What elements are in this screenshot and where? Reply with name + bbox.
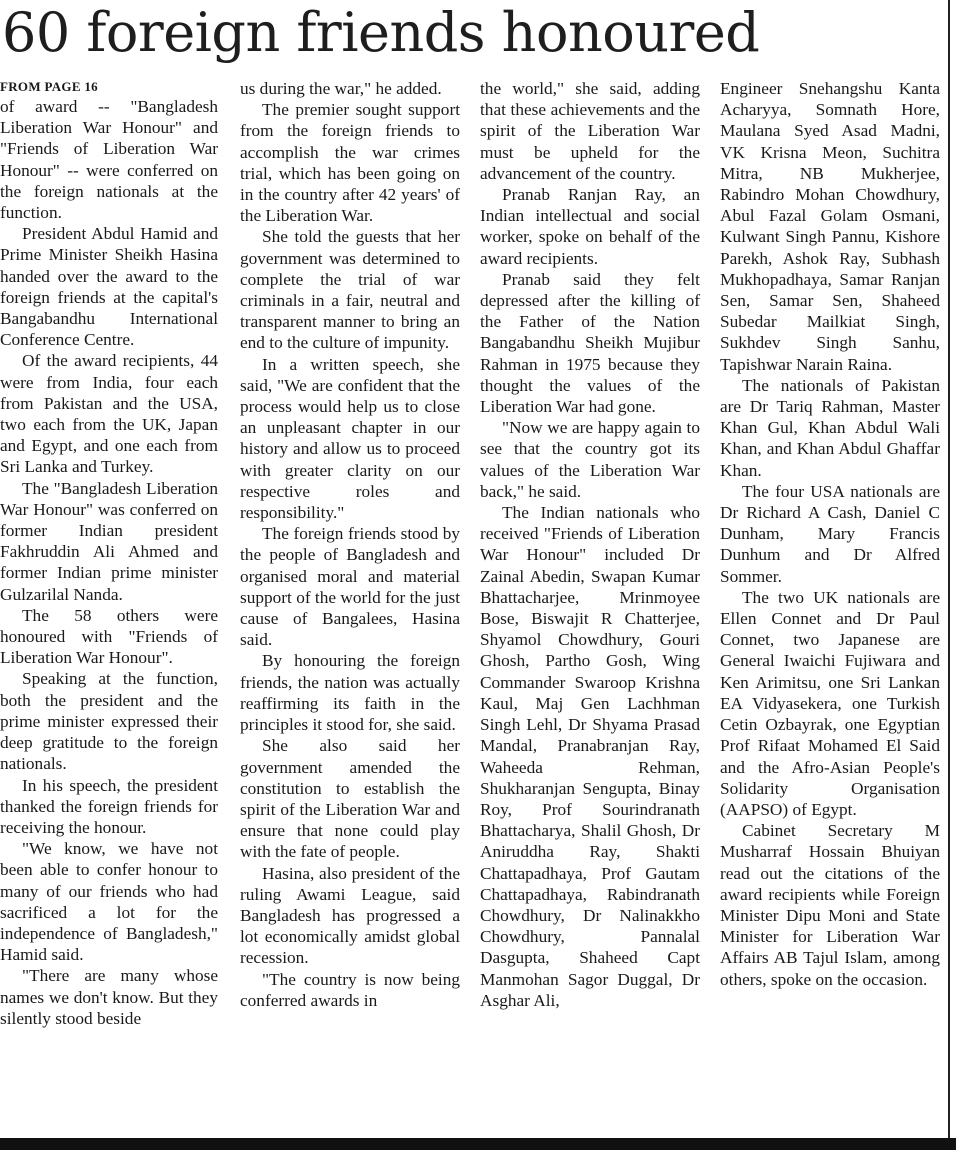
paragraph: Cabinet Secretary M Musharraf Hossain Bhuiyan read out the citations of the award recipients while Foreign Minister Dipu Moni and State Minister for Liberation War Affairs AB Tajul Islam, among others, spoke on the occasion. <box>720 821 940 989</box>
column-1-body <box>0 96 218 1029</box>
paragraph: The "Bangladesh Liberation War Honour" was conferred on former Indian president Fakhruddin Ali Ahmed and former Indian prime minister Gulzarilal Nanda. <box>0 478 218 604</box>
paragraph: Pranab said they felt depressed after the killing of the Father of the Nation Bangabandhu Sheikh Mujibur Rahman in 1975 because they thought the values of the Liberation War had gone. <box>480 269 700 417</box>
paragraph: the world," she said, adding that these achievements and the spirit of the Liberation War must be upheld for the advancement of the country. <box>480 79 700 183</box>
paragraph: The four USA nationals are Dr Richard A Cash, Daniel C Dunham, Mary Francis Dunhum and Dr Alfred Sommer. <box>720 481 940 586</box>
paragraph: In his speech, the president thanked the foreign friends for receiving the honour. <box>0 775 218 837</box>
from-page-label: FROM PAGE 16 <box>0 79 98 94</box>
paragraph: President Abdul Hamid and Prime Minister Sheikh Hasina handed over the award to the foreign friends at the capital's Bangabandhu International Conference Centre. <box>0 224 218 350</box>
paragraph: The nationals of Pakistan are Dr Tariq Rahman, Master Khan Gul, Khan Abdul Wali Khan, and Khan Abdul Ghaffar Khan. <box>720 375 940 480</box>
paragraph: "There are many whose names we don't know. But they silently stood beside <box>0 966 218 1028</box>
paragraph: Pranab Ranjan Ray, an Indian intellectual and social worker, spoke on behalf of the award recipients. <box>480 185 700 268</box>
paragraph: Engineer Snehangshu Kanta Acharyya, Somnath Hore, Maulana Syed Asad Madni, VK Krisna Meon, Suchitra Mitra, NB Mukherjee, Rabindro Mohan Chowdhury, Abul Fazal Golam Osmani, Kulwant Singh Pannu, Kishore Parekh, Ashok Ray, Subhash Mukhopadhaya, Samar Ranjan Sen, Samar Sen, Shaheed Subedar Mailkiat Singh, Sukhdev Singh Sanhu, Tapishwar Narain Raina. <box>720 79 940 374</box>
paragraph: The foreign friends stood by the people of Bangladesh and organised moral and material support of the world for the just cause of Bangalees, Hasina said. <box>240 524 460 650</box>
bottom-border <box>0 1138 956 1150</box>
article-column-1 <box>0 78 218 1138</box>
paragraph: "The country is now being conferred awards in <box>240 969 460 1010</box>
paragraph: "Now we are happy again to see that the country got its values of the Liberation War back," he said. <box>480 418 700 501</box>
column-3-body <box>480 78 700 1011</box>
paragraph: The premier sought support from the foreign friends to accomplish the war crimes trial, which has been going on in the country after 42 years' of the Liberation War. <box>240 100 460 226</box>
column-4-body <box>720 78 940 990</box>
paragraph: "We know, we have not been able to confer honour to many of our friends who had sacrificed a lot for the independence of Bangladesh," Hamid said. <box>0 839 218 965</box>
paragraph: Of the award recipients, 44 were from India, four each from Pakistan and the USA, two each from the UK, Japan and Egypt, and one each from Sri Lanka and Turkey. <box>0 351 218 477</box>
paragraph: Speaking at the function, both the president and the prime minister expressed their deep gratitude to the foreign nationals. <box>0 669 218 774</box>
paragraph: The Indian nationals who received "Friends of Liberation War Honour" included Dr Zainal Abedin, Swapan Kumar Bhattacharjee, Mrinmoyee Bose, Biswajit R Chatterjee, Shyamol Chowdhury, Gouri Ghosh, Partho Gosh, Wing Commander Swaroop Krishna Kaul, Maj Gen Lachhman Singh Lehl, Dr Shyama Prasad Mandal, Pranabranjan Ray, Waheeda Rehman, Shukharanjan Sengupta, Binay Roy, Prof Sourindranath Bhattacharya, Shalil Ghosh, Dr Aniruddha Ray, Shakti Chattapadhaya, Prof Gautam Chattapadhaya, Rabindranath Chowdhury, Dr Nalinakkho Chowdhury, Pannalal Dasgupta, Shaheed Capt Manmohan Sagor Duggal, Dr Asghar Ali, <box>480 503 700 1010</box>
article-column-4 <box>720 78 940 1138</box>
paragraph: The two UK nationals are Ellen Connet and Dr Paul Connet, two Japanese are General Iwaichi Fujiwara and Ken Arimitsu, one Sri Lankan EA Vidyasekera, one Turkish Cetin Ozbayrak, one Egyptian Prof Rifaat Mohamed El Said and the Afro-Asian People's Solidarity Organisation (AAPSO) of Egypt. <box>720 587 940 819</box>
headline: 60 foreign friends honoured <box>2 1 760 64</box>
article-column-2 <box>240 78 460 1138</box>
paragraph: In a written speech, she said, "We are confident that the process would help us to close an unpleasant chapter in our history and allow us to proceed with greater clarity on our respective roles and responsibility." <box>240 354 460 523</box>
paragraph: By honouring the foreign friends, the nation was actually reaffirming its faith in the principles it stood for, she said. <box>240 651 460 735</box>
paragraph: She told the guests that her government was determined to complete the trial of war criminals in a fair, neutral and transparent manner to bring an end to the culture of impunity. <box>240 227 460 353</box>
paragraph: The 58 others were honoured with "Friends of Liberation War Honour". <box>0 605 218 668</box>
paragraph: Hasina, also president of the ruling Awami League, said Bangladesh has progressed a lot economically amidst global recession. <box>240 863 460 968</box>
paragraph: She also said her government amended the constitution to establish the spirit of the Liberation War and ensure that none could play with the fate of people. <box>240 736 460 862</box>
article-column-3 <box>480 78 700 1138</box>
column-rule <box>948 0 950 1140</box>
column-2-body <box>240 78 460 1011</box>
paragraph: us during the war," he added. <box>240 79 442 98</box>
paragraph: of award -- "Bangladesh Liberation War Honour" and "Friends of Liberation War Honour" -- were conferred on the foreign nationals at the function. <box>0 97 218 223</box>
